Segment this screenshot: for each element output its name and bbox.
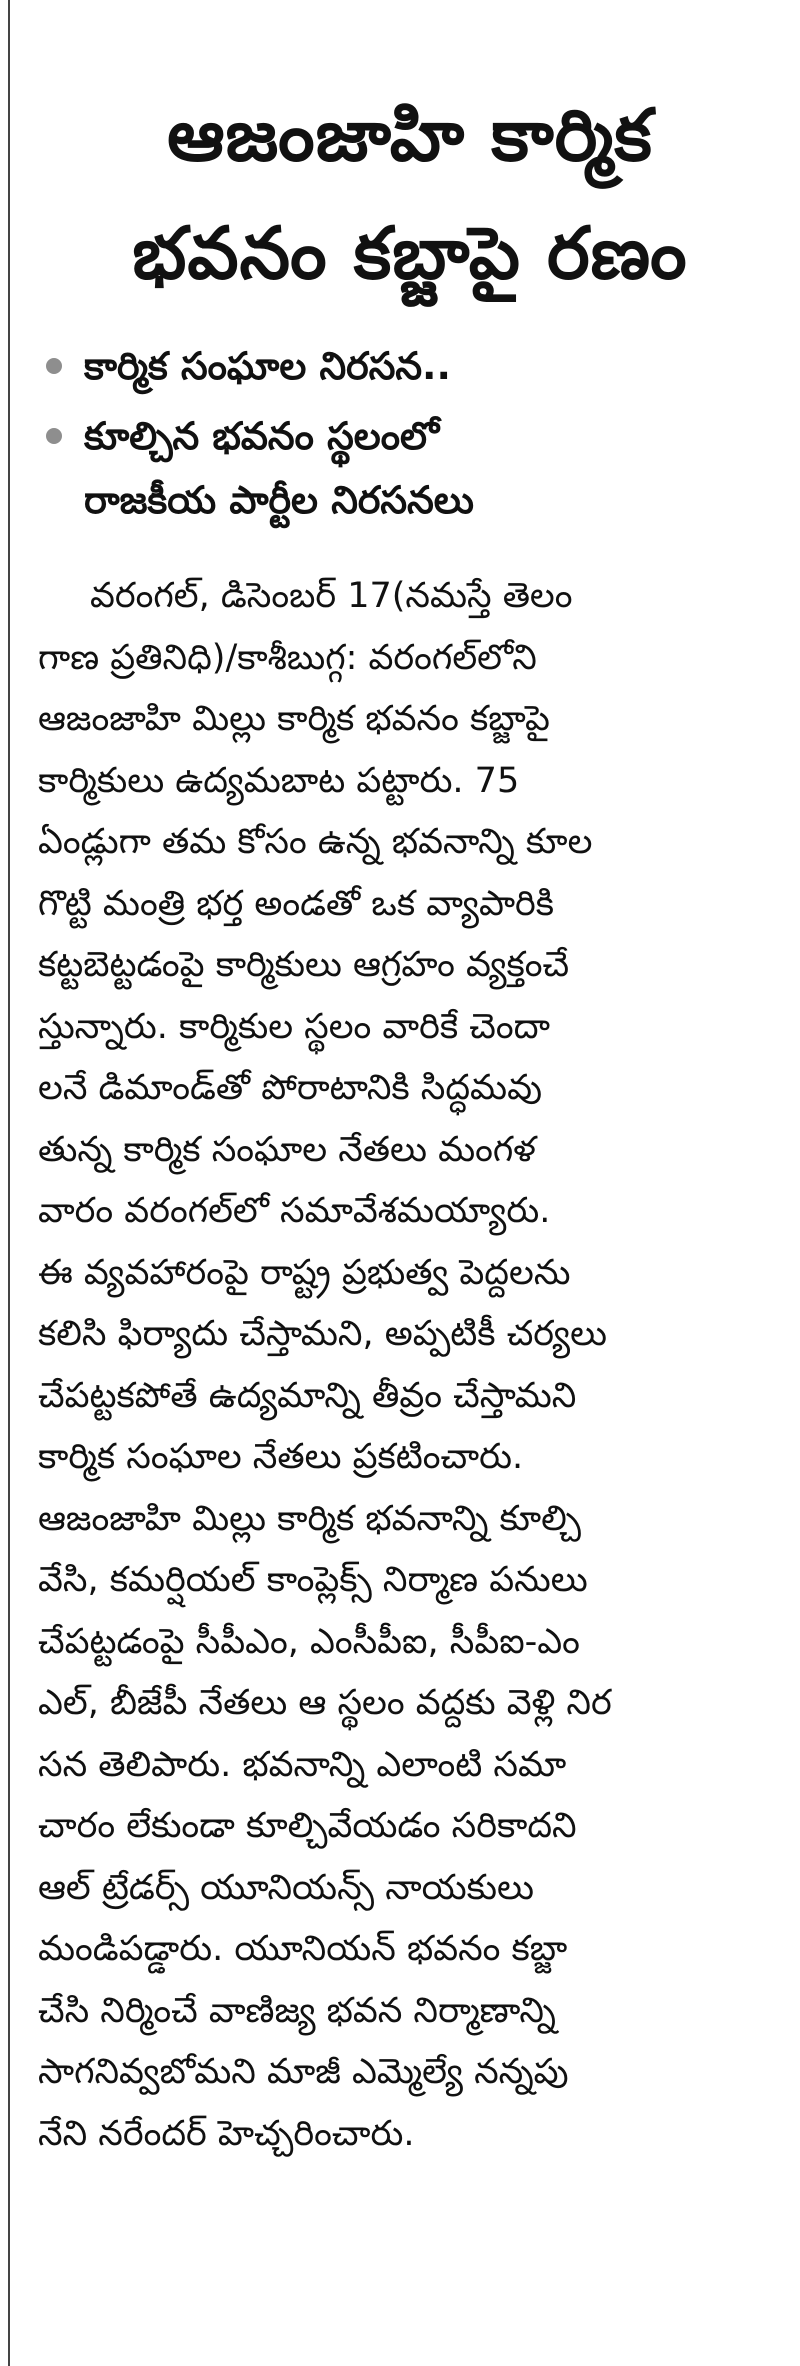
bullet-dot-icon [46, 358, 62, 374]
article-line: ఆజంజాహి మిల్లు కార్మిక భవనాన్ని కూల్చి [38, 1498, 581, 1539]
bullet-line: కార్మిక సంఘాల నిరసన.. [84, 344, 451, 388]
article-line: చేపట్టడంపై సీపీఎం, ఎంసీపీఐ, సీపీఐ-ఎం [38, 1621, 580, 1662]
headline [60, 76, 760, 312]
subheadline-bullets [46, 334, 770, 532]
article-line: కార్మిక సంఘాల నేతలు ప్రకటించారు. [38, 1437, 524, 1477]
article-line: చేసి నిర్మించే వాణిజ్య భవన నిర్మాణాన్ని [38, 1990, 556, 2031]
article-line: నేని నరేందర్ హెచ్చరించారు. [38, 2113, 415, 2154]
article-body [38, 566, 768, 2165]
clipping-edge-line [8, 0, 10, 2366]
headline-line-1: ఆజంజాహి కార్మిక [167, 93, 653, 177]
article-line: స్తున్నారు. కార్మికుల స్థలం వారికే చెందా [38, 1006, 550, 1047]
article-line: వరంగల్, డిసెంబర్ 17(నమస్తే తెలం [90, 576, 573, 616]
article-line: వేసి, కమర్షియల్ కాంప్లెక్స్ నిర్మాణ పనులు [38, 1560, 588, 1600]
article-line: తున్న కార్మిక సంఘాల నేతలు మంగళ [38, 1129, 536, 1170]
article-line: ఆజంజాహి మిల్లు కార్మిక భవనం కబ్జాపై [38, 699, 550, 739]
article-line: ఎల్, బీజేపీ నేతలు ఆ స్థలం వద్దకు వెళ్లి నిర [38, 1683, 612, 1723]
bullet-dot-icon [46, 428, 62, 444]
article-line: ఈ వ్యవహారంపై రాష్ట్ర ప్రభుత్వ పెద్దలను [38, 1252, 571, 1293]
bullet-item [46, 404, 770, 532]
article-line: కార్మికులు ఉద్యమబాట పట్టారు. 75 [38, 760, 520, 801]
bullet-line: రాజకీయ పార్టీల నిరసనలు [84, 478, 474, 522]
article-line: కట్టబెట్టడంపై కార్మికులు ఆగ్రహం వ్యక్తంచే [38, 945, 570, 985]
article-line: మండిపడ్డారు. యూనియన్ భవనం కబ్జా [38, 1929, 568, 1969]
bullet-line: కూల్చిన భవనం స్థలంలో [84, 414, 440, 458]
article-line: సన తెలిపారు. భవనాన్ని ఎలాంటి సమా [38, 1744, 567, 1785]
article-line: లనే డిమాండ్‌తో పోరాటానికి సిద్ధమవు [38, 1068, 543, 1108]
bullet-item [46, 334, 770, 398]
headline-line-2: భవనం కబ్జాపై రణం [132, 211, 688, 295]
article-line: సాగనివ్వబోమని మాజీ ఎమ్మెల్యే నన్నపు [38, 2052, 569, 2092]
article-line: ఏండ్లుగా తమ కోసం ఉన్న భవనాన్ని కూల [38, 822, 593, 862]
article-line: ఆల్ ట్రేడర్స్ యూనియన్స్ నాయకులు [38, 1867, 534, 1908]
article-line: గాణ ప్రతినిధి)/కాశీబుగ్గ: వరంగల్‌లోని [38, 637, 537, 678]
article-line: కలిసి ఫిర్యాదు చేస్తామని, అప్పటికీ చర్యలు [38, 1314, 608, 1354]
article-line: గొట్టి మంత్రి భర్త అండతో ఒక వ్యాపారికి [38, 883, 555, 924]
article-line: వారం వరంగల్‌లో సమావేశమయ్యారు. [38, 1191, 551, 1231]
article-line: చేపట్టకపోతే ఉద్యమాన్ని తీవ్రం చేస్తామని [38, 1375, 577, 1416]
article-line: చారం లేకుండా కూల్చివేయడం సరికాదని [38, 1806, 577, 1846]
